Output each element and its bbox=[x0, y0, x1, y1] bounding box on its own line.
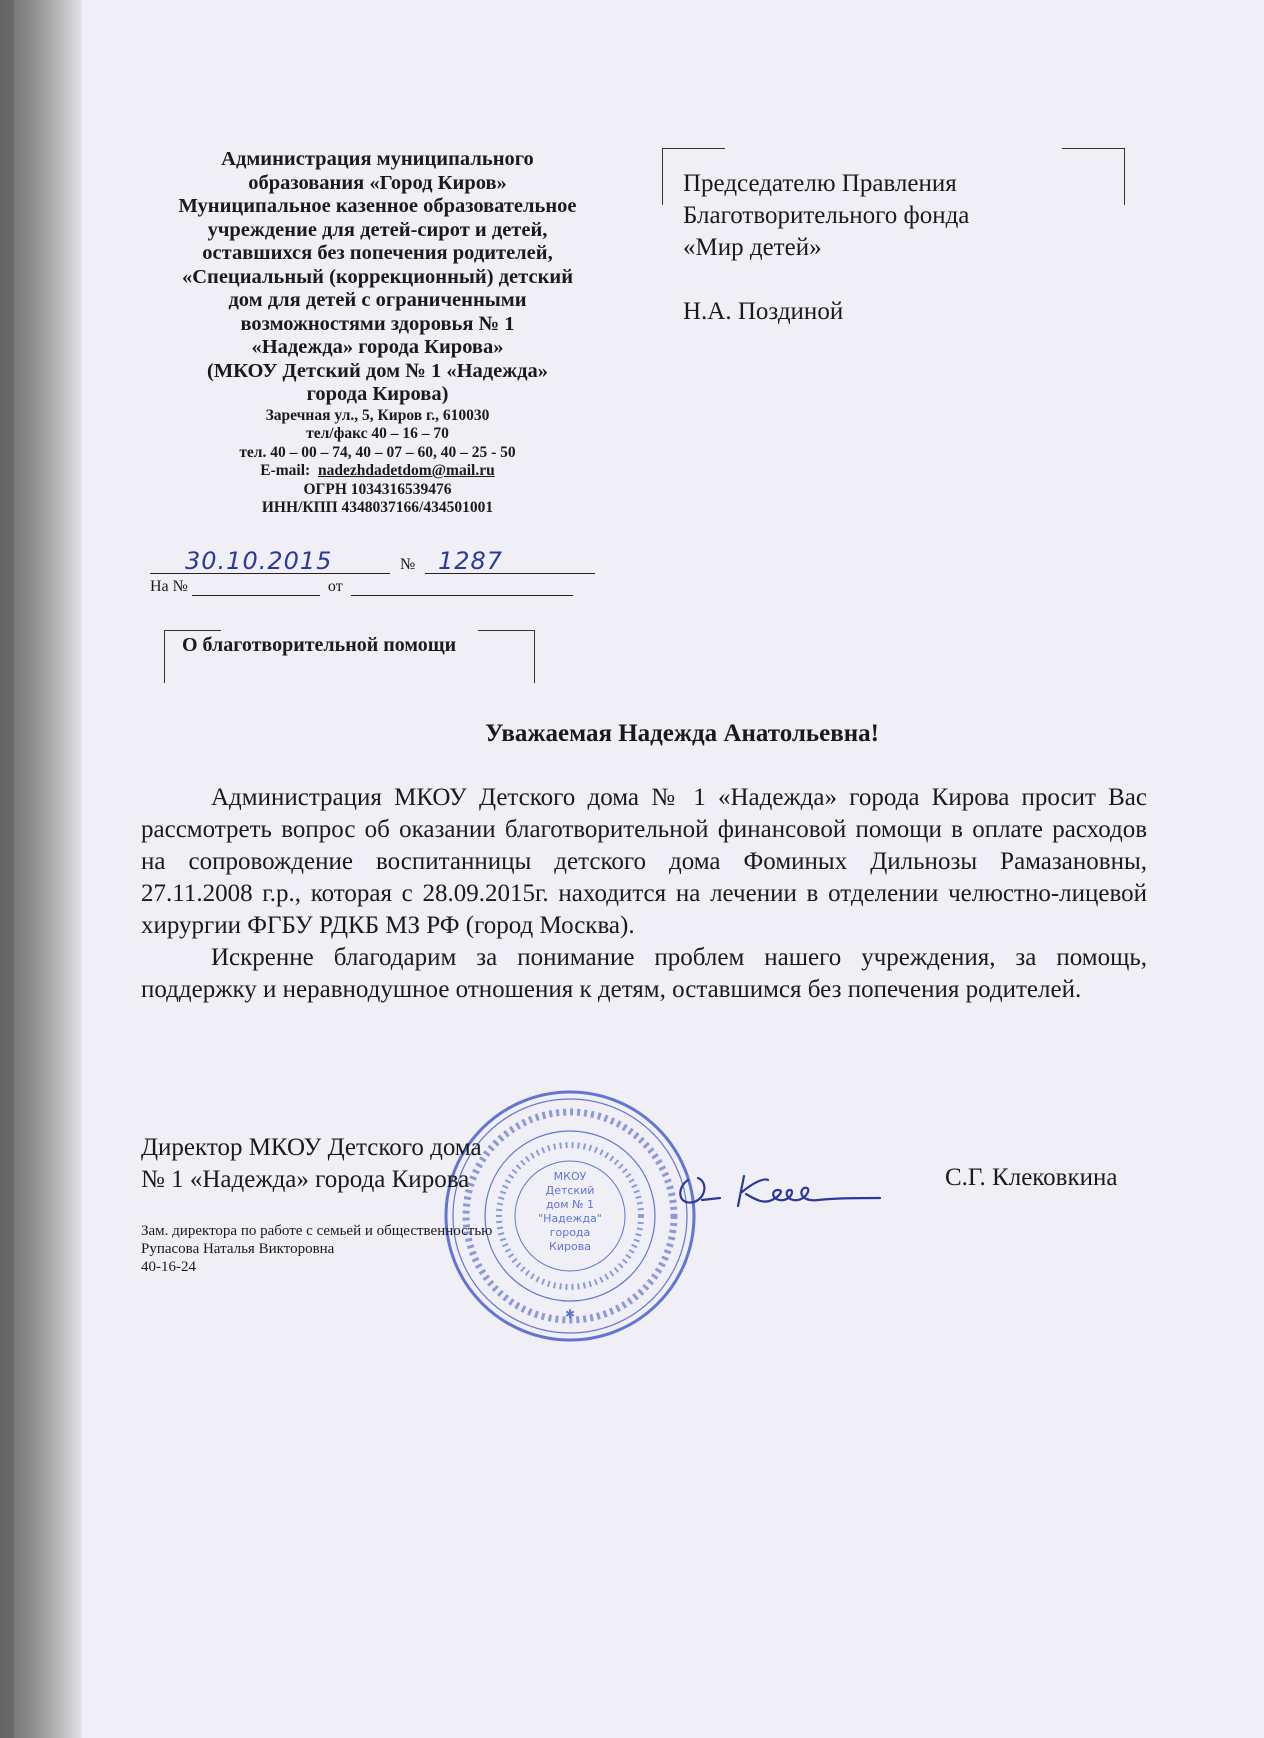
official-stamp bbox=[440, 1086, 700, 1346]
sender-email-row bbox=[150, 462, 605, 481]
sender-line: города Кирова) bbox=[306, 383, 449, 405]
stamp-text: города bbox=[549, 1226, 591, 1239]
stamp-text: МКОУ bbox=[553, 1170, 587, 1183]
number-sign: № bbox=[400, 556, 416, 573]
letter-body bbox=[141, 782, 1147, 1006]
executor-phone: 40-16-24 bbox=[141, 1259, 196, 1275]
stamp-text: дом № 1 bbox=[545, 1198, 595, 1211]
signatory-line: № 1 «Надежда» города Кирова bbox=[141, 1166, 470, 1193]
sender-line: возможностями здоровья № 1 bbox=[240, 312, 515, 335]
sender-line: «Специальный (коррекционный) детский bbox=[181, 265, 574, 288]
body-paragraph: Искренне благодарим за понимание проблем нашего учреждения, за помощь, поддержку и неравнодушное отношения к детям, оставшимся без попечения родителей. bbox=[141, 944, 1147, 1003]
sender-line: оставшихся без попечения родителей, bbox=[202, 242, 553, 264]
incoming-reference bbox=[150, 578, 573, 596]
addressee-line: Председателю Правления bbox=[683, 170, 957, 197]
letter-subject: О благотворительной помощи bbox=[182, 634, 457, 656]
sender-line: дом для детей с ограниченными bbox=[228, 289, 527, 311]
sender-ogrn: ОГРН 1034316539476 bbox=[303, 480, 452, 498]
stamp-text: "Надежда" bbox=[538, 1212, 602, 1225]
salutation: Уважаемая Надежда Анатольевна! bbox=[485, 720, 879, 747]
email-label: E-mail: bbox=[260, 462, 311, 479]
body-paragraph: Администрация МКОУ Детского дома № 1 «Надежда» города Кирова просит Вас рассмотреть вопрос об оказании благотворительной финансовой помощи в оплате расходов на сопровождение воспитанницы детского дома Фоминых Дильнозы Рамазановны, 27.11.2008 г.р., которая с 28.09.2015г. находится на лечении в отделении челюстно-лицевой хирургии ФГБУ РДКБ МЗ РФ (город Москва). bbox=[141, 784, 1147, 939]
addressee-line: «Мир детей» bbox=[683, 234, 822, 261]
sender-header bbox=[150, 148, 605, 518]
handwritten-date: 30.10.2015 bbox=[185, 547, 333, 575]
stamp-text: Детский bbox=[545, 1184, 595, 1197]
sender-line: образования «Город Киров» bbox=[248, 171, 507, 194]
executor-position: Зам. директора по работе с семьей и общественностью bbox=[141, 1223, 493, 1239]
addressee-name: Н.А. Поздиной bbox=[683, 298, 844, 325]
signatory-line: Директор МКОУ Детского дома bbox=[141, 1134, 482, 1161]
sender-phones: тел. 40 – 00 – 74, 40 – 07 – 60, 40 – 25 - 50 bbox=[239, 443, 516, 461]
addressee-line: Благотворительного фонда bbox=[683, 202, 970, 229]
stamp-text: Кирова bbox=[549, 1240, 591, 1253]
sender-line: (МКОУ Детский дом № 1 «Надежда» bbox=[207, 359, 548, 382]
signatory-name: С.Г. Клековкина bbox=[945, 1164, 1118, 1191]
subject-bracket-right bbox=[478, 630, 535, 683]
addressee-block bbox=[683, 168, 969, 328]
sender-line: «Надежда» города Кирова» bbox=[251, 336, 504, 358]
sender-line: Муниципальное казенное образовательное bbox=[178, 195, 577, 217]
svg-text:✱: ✱ bbox=[564, 1307, 576, 1321]
sender-address: Заречная ул., 5, Киров г., 610030 bbox=[265, 406, 490, 424]
executor-name: Рупасова Наталья Викторовна bbox=[141, 1241, 335, 1257]
email-link[interactable]: nadezhdadetdom@mail.ru bbox=[317, 462, 495, 479]
handwritten-number: 1287 bbox=[438, 547, 504, 575]
sender-line: Администрация муниципального bbox=[221, 148, 534, 170]
re-label: На № bbox=[150, 578, 188, 595]
addressee-bracket-right bbox=[1062, 148, 1125, 205]
signatory-position bbox=[141, 1132, 482, 1196]
from-label: от bbox=[327, 578, 343, 595]
handwritten-signature bbox=[668, 1168, 888, 1218]
executor-block bbox=[141, 1222, 492, 1276]
sender-fax: тел/факс 40 – 16 – 70 bbox=[306, 425, 449, 442]
sender-inn: ИНН/КПП 4348037166/434501001 bbox=[261, 499, 494, 516]
sender-line: учреждение для детей-сирот и детей, bbox=[207, 218, 548, 241]
from-date-underline bbox=[351, 579, 573, 596]
re-number-underline bbox=[192, 579, 320, 596]
scan-dark-edge bbox=[0, 0, 14, 1738]
